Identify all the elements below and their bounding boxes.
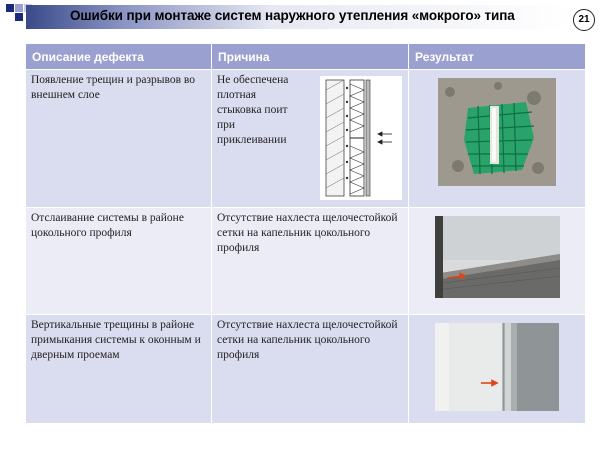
description-cell (26, 70, 212, 208)
cracked-mesh-photo (438, 78, 556, 186)
base-profile-photo (435, 216, 560, 298)
table-row (26, 315, 586, 424)
description-text: Появление трещин и разрывов во внешнем слое (31, 74, 196, 101)
insulation-joint-diagram (320, 76, 402, 200)
cause-cell (212, 208, 409, 315)
cause-text: Не обеспечена плотная стыковка поит при приклеивании (217, 74, 289, 146)
window-joint-photo (435, 323, 559, 411)
description-cell (26, 315, 212, 424)
table-header-row (26, 44, 586, 70)
description-cell (26, 208, 212, 315)
slide-title: Ошибки при монтаже систем наружного утепления «мокрого» типа (70, 8, 515, 23)
table-row (26, 70, 586, 208)
column-header-result: Результат (409, 44, 586, 70)
description-text: Отслаивание системы в районе цокольного профиля (31, 212, 184, 239)
result-cell (409, 315, 586, 424)
description-text: Вертикальные трещины в районе примыкания системы к оконным и дверным проемам (31, 319, 201, 361)
result-cell (409, 70, 586, 208)
result-cell (409, 208, 586, 315)
cause-text: Отсутствие нахлеста щелочестойкой сетки на капельник цокольного профиля (217, 319, 398, 361)
table-row (26, 208, 586, 315)
column-header-cause: Причина (212, 44, 409, 70)
page-number-badge: 21 (573, 9, 595, 31)
cause-text: Отсутствие нахлеста щелочестойкой сетки на капельник цокольного профиля (217, 212, 398, 254)
cause-cell (212, 70, 409, 208)
column-header-description: Описание дефекта (26, 44, 212, 70)
cause-cell (212, 315, 409, 424)
defects-table (25, 43, 586, 424)
